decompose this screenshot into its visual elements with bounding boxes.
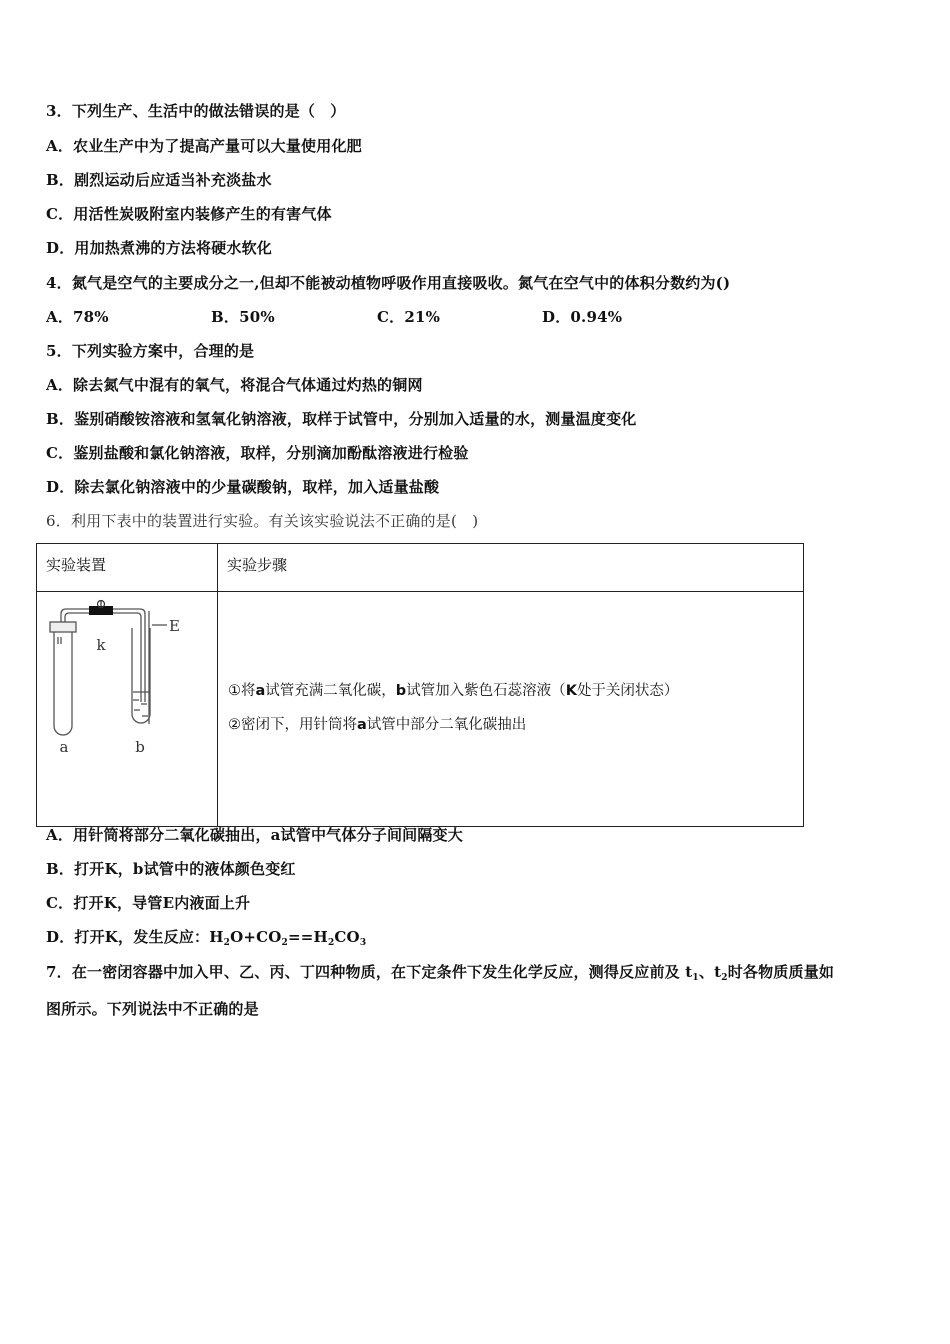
- q3-option-c: C．用活性炭吸附室内装修产生的有害气体: [46, 205, 332, 223]
- q6-option-b: B．打开K，b试管中的液体颜色变红: [46, 860, 296, 878]
- header-apparatus: [37, 544, 218, 592]
- label-k: k: [96, 636, 106, 654]
- header-steps: [218, 544, 804, 592]
- label-b: b: [135, 738, 145, 756]
- header-apparatus-label: 实验装置: [46, 556, 107, 574]
- q3-option-a: A．农业生产中为了提高产量可以大量使用化肥: [46, 137, 362, 155]
- q6-option-a: A．用针筒将部分二氧化碳抽出，a试管中气体分子间间隔变大: [46, 826, 463, 844]
- steps-text: [218, 592, 803, 742]
- header-steps-label: 实验步骤: [227, 556, 288, 574]
- q5-stem: 5．下列实验方案中，合理的是: [46, 342, 255, 360]
- step-1: ①将a试管充满二氧化碳，b试管加入紫色石蕊溶液（K处于关闭状态）: [228, 683, 679, 699]
- apparatus-diagram: [37, 592, 217, 822]
- q3-option-d: D．用加热煮沸的方法将硬水软化: [46, 239, 273, 257]
- q4-options: [46, 307, 746, 327]
- q6-option-d: D．打开K，发生反应：$H_2O+CO_2==H_2CO_3$: [46, 928, 367, 948]
- q7-stem-line2: 图所示。下列说法中不正确的是: [46, 1000, 259, 1018]
- q5-option-b: B．鉴别硝酸铵溶液和氢氧化钠溶液，取样于试管中，分别加入适量的水，测量温度变化: [46, 410, 637, 428]
- experiment-table: [36, 543, 804, 827]
- step-2: ②密闭下，用针筒将a试管中部分二氧化碳抽出: [228, 717, 527, 733]
- q4-option-b: B．50%: [211, 308, 275, 326]
- label-a: a: [59, 738, 69, 756]
- q4-option-d: D．0.94%: [542, 308, 623, 326]
- label-e: E: [169, 617, 180, 635]
- q3-stem: 3．下列生产、生活中的做法错误的是（ ）: [46, 102, 346, 120]
- q5-option-d: D．除去氯化钠溶液中的少量碳酸钠，取样，加入适量盐酸: [46, 478, 440, 496]
- apparatus-cell: [37, 592, 218, 827]
- q4-option-c: C．21%: [377, 308, 441, 326]
- q5-option-a: A．除去氮气中混有的氧气，将混合气体通过灼热的铜网: [46, 376, 423, 394]
- q6-option-c: C．打开K，导管E内液面上升: [46, 894, 251, 912]
- q4-option-a: A．78%: [46, 308, 109, 326]
- q7-stem-line1: 7．在一密闭容器中加入甲、乙、丙、丁四种物质，在下定条件下发生化学反应，测得反应前及 $t_1$、$t_2$时各物质质量如: [46, 963, 835, 983]
- table-body-row: [37, 592, 804, 827]
- q6-stem: 6．利用下表中的装置进行实验。有关该实验说法不正确的是( ): [46, 512, 479, 530]
- q3-option-b: B．剧烈运动后应适当补充淡盐水: [46, 171, 272, 189]
- table-header-row: [37, 544, 804, 592]
- test-tube-a: [54, 628, 72, 735]
- stopper-a: [50, 622, 76, 632]
- q5-option-c: C．鉴别盐酸和氯化钠溶液，取样，分别滴加酚酞溶液进行检验: [46, 444, 469, 462]
- steps-cell: [218, 592, 804, 827]
- q4-stem: 4．氮气是空气的主要成分之一,但却不能被动植物呼吸作用直接吸收。氮气在空气中的体积分数约为(): [46, 274, 731, 292]
